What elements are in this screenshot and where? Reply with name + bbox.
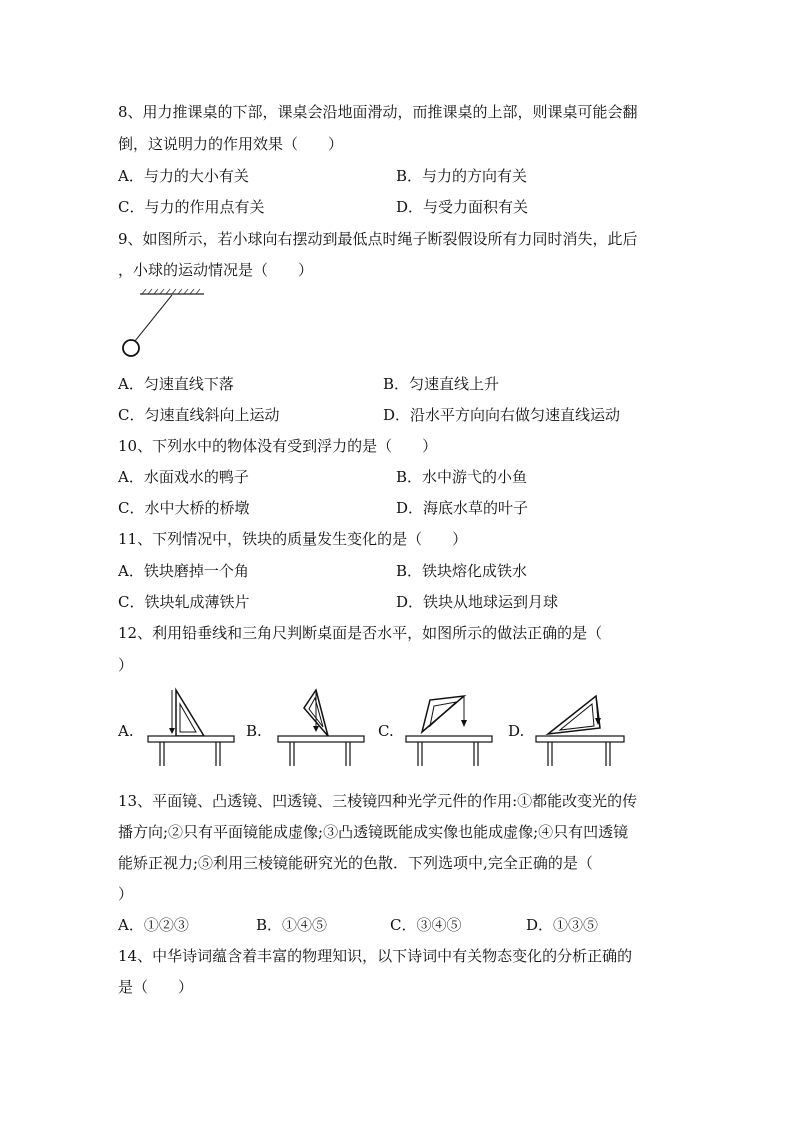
q13-option-b: B．①④⑤ — [256, 916, 328, 934]
q13-stem-line4: ） — [118, 885, 134, 903]
q10-stem: 10、下列水中的物体没有受到浮力的是（ ） — [118, 437, 438, 455]
q11-stem: 11、下列情况中，铁块的质量发生变化的是（ ） — [118, 530, 468, 548]
q13-option-d: D．①③⑤ — [526, 916, 599, 934]
q12-option-b: B. — [246, 722, 262, 740]
figure-c-triangle-plumb-right — [404, 688, 494, 768]
figure-a-vertical-triangle-plumb — [146, 688, 236, 768]
figure-b-tilted-triangle-plumb — [276, 688, 366, 768]
q9-option-a: A．匀速直线下落 — [118, 375, 234, 393]
q10-option-c: C．水中大桥的桥墩 — [118, 499, 250, 517]
q9-option-b: B．匀速直线上升 — [383, 375, 500, 393]
q10-option-d: D．海底水草的叶子 — [396, 499, 529, 517]
q12-option-a: A. — [118, 722, 134, 740]
q9-option-c: C．匀速直线斜向上运动 — [118, 406, 280, 424]
q14-stem-line2: 是（ ） — [118, 978, 194, 996]
q8-option-b: B．与力的方向有关 — [396, 167, 528, 185]
q11-option-b: B．铁块熔化成铁水 — [396, 562, 528, 580]
figure-d-triangle-plumb-lean — [534, 688, 626, 768]
q12-option-c: C. — [378, 722, 394, 740]
q12-option-d: D. — [508, 722, 525, 740]
q14-stem-line1: 14、中华诗词蕴含着丰富的物理知识，以下诗词中有关物态变化的分析正确的 — [118, 947, 633, 965]
q8-option-c: C．与力的作用点有关 — [118, 198, 265, 216]
pendulum-figure — [118, 288, 218, 363]
q10-option-a: A．水面戏水的鸭子 — [118, 468, 249, 486]
q12-stem-line1: 12、利用铅垂线和三角尺判断桌面是否水平，如图所示的做法正确的是（ — [118, 624, 603, 642]
q9-stem-line1: 9、如图所示，若小球向右摆动到最低点时绳子断裂假设所有力同时消失，此后 — [118, 230, 638, 248]
q13-stem-line2: 播方向;②只有平面镜能成虚像;③凸透镜既能成实像也能成虚像;④只有凹透镜 — [118, 823, 629, 841]
q13-option-c: C．③④⑤ — [390, 916, 462, 934]
q11-option-a: A．铁块磨掉一个角 — [118, 562, 249, 580]
q13-stem-line3: 能矫正视力;⑤利用三棱镜能研究光的色散．下列选项中,完全正确的是（ — [118, 854, 593, 872]
q9-option-d: D．沿水平方向向右做匀速直线运动 — [383, 406, 621, 424]
q13-option-a: A．①②③ — [118, 916, 189, 934]
q11-option-c: C．铁块轧成薄铁片 — [118, 593, 250, 611]
q8-option-a: A．与力的大小有关 — [118, 167, 249, 185]
q12-stem-line2: ） — [118, 656, 134, 674]
q8-stem-line2: 倒，这说明力的作用效果（ ） — [118, 135, 344, 153]
q9-stem-line2: ，小球的运动情况是（ ） — [118, 261, 314, 279]
q10-option-b: B．水中游弋的小鱼 — [396, 468, 528, 486]
q8-stem-line1: 8、用力推课桌的下部，课桌会沿地面滑动，而推课桌的上部，则课桌可能会翻 — [118, 103, 638, 121]
q11-option-d: D．铁块从地球运到月球 — [396, 593, 559, 611]
q8-option-d: D．与受力面积有关 — [396, 198, 529, 216]
q13-stem-line1: 13、平面镜、凸透镜、凹透镜、三棱镜四种光学元件的作用:①都能改变光的传 — [118, 792, 638, 810]
